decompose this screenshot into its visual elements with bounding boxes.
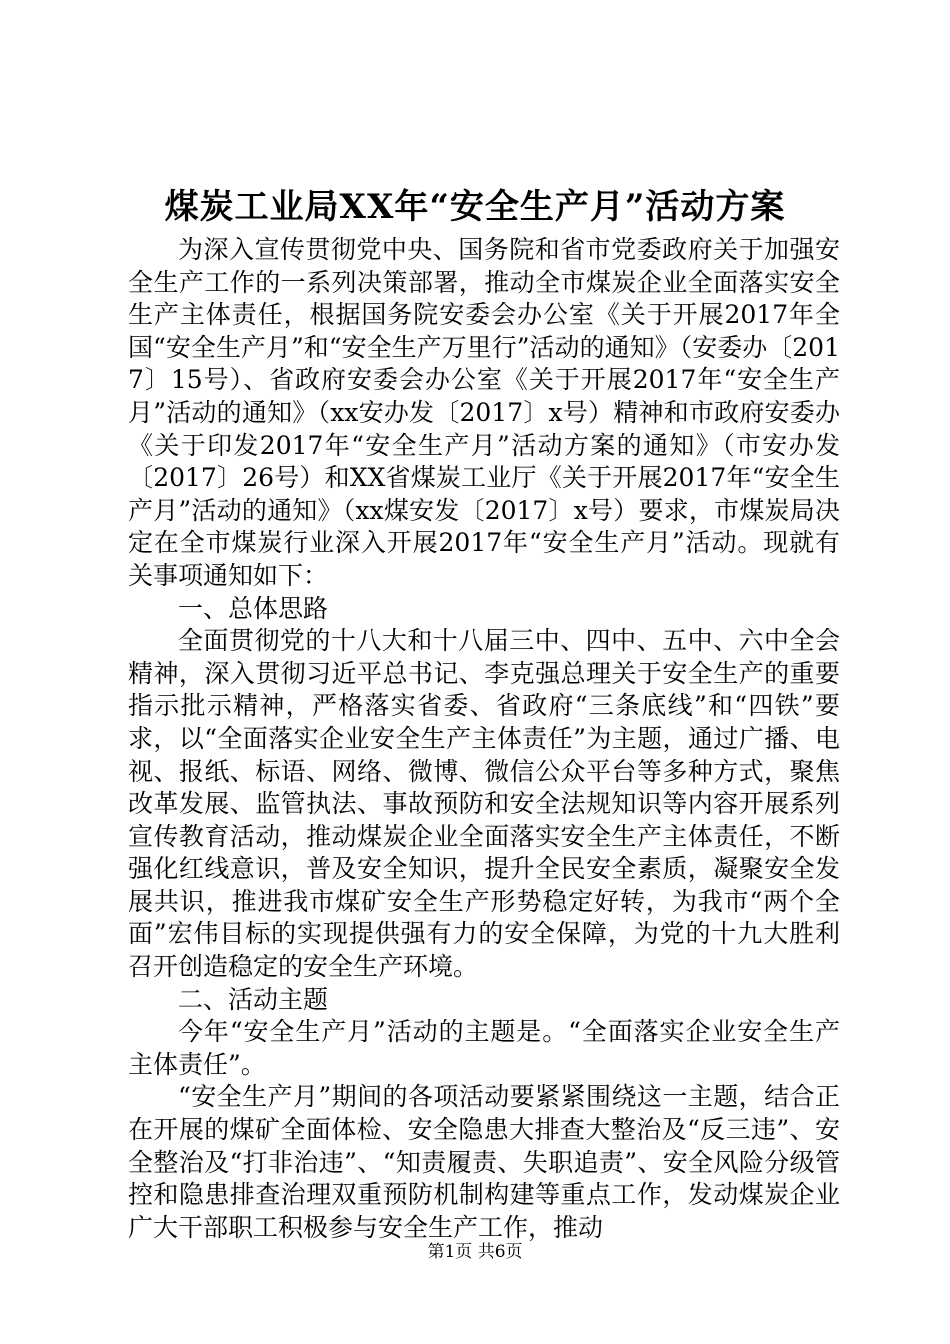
overall-approach-paragraph: 全面贯彻党的十八大和十八届三中、四中、五中、六中全会精神，深入贯彻习近平总书记、李克强总理关于安全生产的重要指示批示精神，严格落实省委、省政府“三条底线”和“四铁”要求，以“全面落实企业安全生产主体责任”为主题，通过广播、电视、报纸、标语、网络、微博、微信公众平台等多种方式，聚焦改革发展、监管执法、事故预防和安全法规知识等内容开展系列宣传教育活动，推动煤炭企业全面落实安全生产主体责任，不断强化红线意识，普及安全知识，提升全民安全素质，凝聚安全发展共识，推进我市煤矿安全生产形势稳定好转，为我市“两个全面”宏伟目标的实现提供强有力的安全保障，为党的十九大胜利召开创造稳定的安全生产环境。 bbox=[128, 626, 840, 982]
document-body bbox=[128, 234, 840, 1244]
intro-paragraph: 为深入宣传贯彻党中央、国务院和省市党委政府关于加强安全生产工作的一系列决策部署，推动全市煤炭企业全面落实安全生产主体责任，根据国务院安委会办公室《关于开展2017年全国“安全生产月”和“安全生产万里行”活动的通知》（安委办〔2017〕15号）、省政府安委会办公室《关于开展2017年“安全生产月”活动的通知》（xx安办发〔2017〕x号）精神和市政府安委办《关于印发2017年“安全生产月”活动方案的通知》（市安办发〔2017〕26号）和XX省煤炭工业厅《关于开展2017年“安全生产月”活动的通知》（xx煤安发〔2017〕x号）要求，市煤炭局决定在全市煤炭行业深入开展2017年“安全生产月”活动。现就有关事项通知如下： bbox=[128, 235, 840, 590]
activity-details-paragraph: “安全生产月”期间的各项活动要紧紧围绕这一主题，结合正在开展的煤矿全面体检、安全隐患大排查大整治及“反三违”、安全整治及“打非治违”、“知责履责、失职追责”、安全风险分级管控和隐患排查治理双重预防机制构建等重点工作，发动煤炭企业广大干部职工积极参与安全生产工作，推动 bbox=[128, 1082, 840, 1242]
section-heading-overall-approach: 一、总体思路 bbox=[178, 593, 329, 623]
section-heading-activity-theme: 二、活动主题 bbox=[178, 984, 329, 1014]
activity-theme-paragraph: 今年“安全生产月”活动的主题是。“全面落实企业安全生产主体责任”。 bbox=[128, 1017, 840, 1079]
page-footer: 第1页 共6页 bbox=[427, 1242, 523, 1262]
document-title: 煤炭工业局XX年“安全生产月”活动方案 bbox=[164, 187, 786, 227]
